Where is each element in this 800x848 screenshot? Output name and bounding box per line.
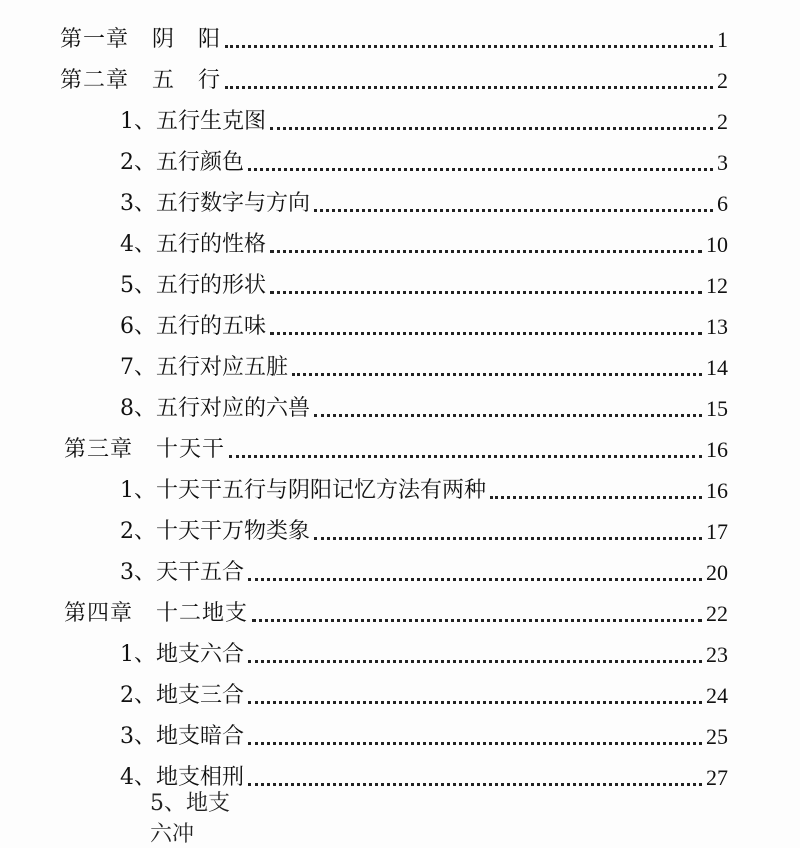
toc-section-row [120, 301, 728, 341]
dot-leader [314, 537, 702, 540]
dot-leader [225, 86, 713, 89]
toc-entry-page-number: 27 [706, 765, 728, 790]
dot-leader [490, 496, 702, 499]
dot-leader [248, 578, 702, 581]
toc-entry-title: 2、地支三合 [120, 683, 244, 708]
toc-section-row [120, 96, 728, 136]
toc-section-row [120, 260, 728, 300]
dot-leader [248, 783, 702, 786]
toc-entry-title: 4、五行的性格 [120, 232, 266, 257]
dot-leader [248, 742, 702, 745]
toc-section-row [120, 137, 728, 177]
toc-section-row [120, 219, 728, 259]
dot-leader [270, 332, 702, 335]
dot-leader [292, 373, 702, 376]
cutoff-line-fragment: 5、地支六冲 [150, 791, 230, 847]
toc-entry-title: 4、地支相刑 [120, 765, 244, 790]
toc-entry-page-number: 25 [706, 724, 728, 749]
dot-leader [248, 701, 702, 704]
toc-section-row [120, 629, 728, 669]
dot-leader [314, 414, 702, 417]
toc-entry-title: 1、地支六合 [120, 642, 244, 667]
toc-entry-page-number: 16 [706, 478, 728, 503]
toc-entry-title: 3、五行数字与方向 [120, 191, 310, 216]
dot-leader [229, 455, 702, 458]
toc-entry-page-number: 22 [706, 601, 728, 626]
toc-entry-page-number: 23 [706, 642, 728, 667]
dot-leader [225, 45, 713, 48]
toc-entry-page-number: 2 [717, 68, 728, 93]
toc-chapter-row [64, 588, 728, 628]
toc-entry-title: 第三章 十天干 [64, 437, 226, 462]
toc-entry-title: 第四章 十二地支 [64, 601, 249, 626]
dot-leader [252, 619, 702, 622]
toc-entry-title: 3、地支暗合 [120, 724, 244, 749]
toc-entry-page-number: 6 [717, 191, 728, 216]
toc-entry-page-number: 3 [717, 150, 728, 175]
toc-entry-page-number: 17 [706, 519, 728, 544]
toc-entry-title: 1、五行生克图 [120, 109, 266, 134]
toc-entry-title: 2、五行颜色 [120, 150, 244, 175]
toc-entry-title: 8、五行对应的六兽 [120, 396, 310, 421]
toc-entry-page-number: 24 [706, 683, 728, 708]
toc-section-row [120, 178, 728, 218]
toc-entry-page-number: 12 [706, 273, 728, 298]
toc-entry-page-number: 10 [706, 232, 728, 257]
dot-leader [248, 660, 702, 663]
toc-section-row [120, 670, 728, 710]
toc-entry-page-number: 1 [717, 27, 728, 52]
toc-entry-title: 第二章 五 行 [60, 68, 222, 93]
toc-chapter-row [64, 424, 728, 464]
toc-section-row [120, 383, 728, 423]
toc-section-row [120, 465, 728, 505]
toc-section-row [120, 506, 728, 546]
toc-entry-page-number: 15 [706, 396, 728, 421]
toc-section-row [120, 547, 728, 587]
toc-entry-title: 5、五行的形状 [120, 273, 266, 298]
toc-chapter-row [60, 14, 728, 54]
toc-entry-title: 7、五行对应五脏 [120, 355, 288, 380]
toc-entry-title: 3、天干五合 [120, 560, 244, 585]
toc-entry-page-number: 20 [706, 560, 728, 585]
toc-entry-page-number: 14 [706, 355, 728, 380]
toc-entry-title: 2、十天干万物类象 [120, 519, 310, 544]
toc-entry-title: 第一章 阴 阳 [60, 27, 222, 52]
toc-section-row [120, 711, 728, 751]
dot-leader [270, 291, 702, 294]
toc-entry-title: 6、五行的五味 [120, 314, 266, 339]
dot-leader [314, 209, 713, 212]
toc-chapter-row [60, 55, 728, 95]
toc-entry-title: 1、十天干五行与阴阳记忆方法有两种 [120, 478, 486, 503]
dot-leader [270, 250, 702, 253]
toc-section-row [120, 342, 728, 382]
dot-leader [248, 168, 713, 171]
toc-entry-page-number: 13 [706, 314, 728, 339]
toc-entry-page-number: 2 [717, 109, 728, 134]
toc-entry-page-number: 16 [706, 437, 728, 462]
dot-leader [270, 127, 713, 130]
